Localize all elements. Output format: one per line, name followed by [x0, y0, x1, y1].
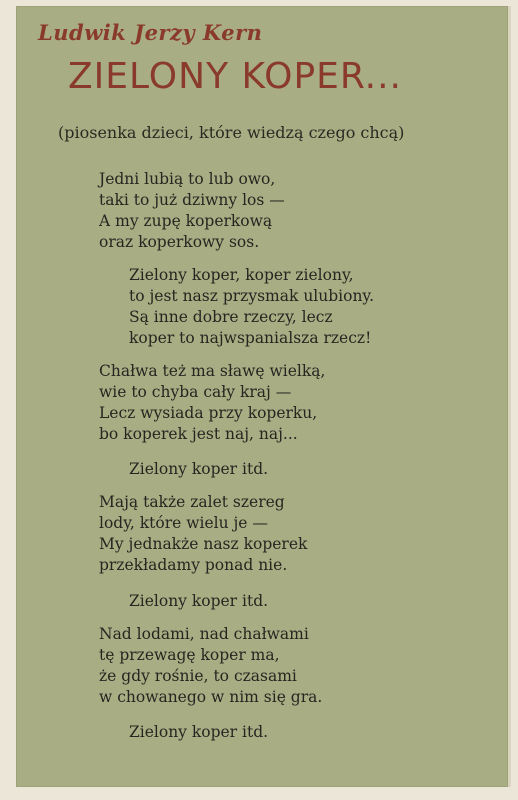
poem-line: A my zupę koperkową: [99, 212, 273, 230]
poem-subtitle: (piosenka dzieci, które wiedzą czego chcą): [58, 123, 405, 142]
poem-title: ZIELONY KOPER...: [68, 56, 402, 97]
poem-line: Lecz wysiada przy koperku,: [99, 404, 318, 422]
poem-line: Jedni lubią to lub owo,: [99, 170, 276, 188]
author-name: Ludwik Jerzy Kern: [38, 20, 263, 45]
poem-card: [16, 6, 511, 787]
poem-line: taki to już dziwny los —: [99, 191, 285, 209]
poem-line: Zielony koper itd.: [129, 592, 269, 610]
poem-line: My jednakże nasz koperek: [99, 535, 308, 553]
poem-line: w chowanego w nim się gra.: [99, 688, 323, 706]
poem-line: Zielony koper, koper zielony,: [129, 266, 354, 284]
poem-line: Zielony koper itd.: [129, 460, 269, 478]
poem-line: Nad lodami, nad chałwami: [99, 625, 309, 643]
poem-line: tę przewagę koper ma,: [99, 646, 280, 664]
poem-line: wie to chyba cały kraj —: [99, 383, 292, 401]
poem-line: Chałwa też ma sławę wielką,: [99, 362, 326, 380]
poem-line: Mają także zalet szereg: [99, 493, 285, 511]
poem-line: Są inne dobre rzeczy, lecz: [129, 308, 333, 326]
poem-line: Zielony koper itd.: [129, 723, 269, 741]
poem-line: lody, które wielu je —: [99, 514, 268, 532]
poem-line: to jest nasz przysmak ulubiony.: [129, 287, 375, 305]
poem-line: przekładamy ponad nie.: [99, 556, 288, 574]
poem-line: koper to najwspanialsza rzecz!: [129, 329, 372, 347]
poem-line: że gdy rośnie, to czasami: [99, 667, 297, 685]
poem-line: bo koperek jest naj, naj...: [99, 425, 298, 443]
poem-line: oraz koperkowy sos.: [99, 233, 260, 251]
